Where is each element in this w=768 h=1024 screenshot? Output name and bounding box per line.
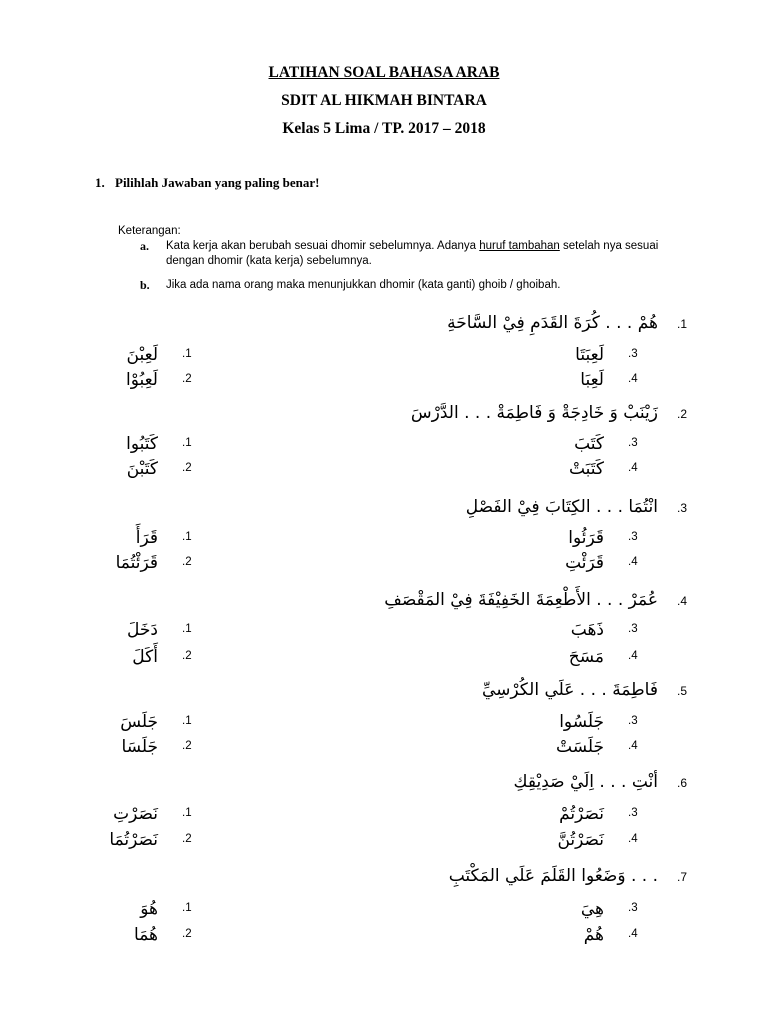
option-number: .1 [182,623,192,635]
option-text: نَصَرْتِ [113,804,158,824]
option[interactable] [0,830,768,854]
option-text: كَتَبَتْ [568,459,604,479]
question-number: .6 [677,776,688,790]
option-text: قَرَئُوا [568,528,604,548]
option-number: .1 [182,437,192,449]
option-text: هُمْ [583,925,604,945]
question-text: فَاطِمَةَ . . . عَلَي الكُرْسِيِّ [481,680,658,700]
keterangan-a-label: a. [140,239,149,253]
option-number: .3 [628,437,638,449]
document-title: LATIHAN SOAL BAHASA ARAB [268,64,500,81]
option-number: .1 [182,531,192,543]
option[interactable] [0,737,768,761]
option-number: .3 [628,902,638,914]
option[interactable] [0,459,768,483]
instruction-number: 1. [95,175,105,190]
option-text: كَتَبُوا [126,434,158,454]
question-number: .3 [677,501,688,515]
option[interactable] [0,528,768,552]
question-text: انْتُمَا . . . الكِتَابَ فِيْ الفَصْلِ [465,497,658,517]
question-6 [0,772,768,802]
option-number: .4 [628,556,638,568]
option-number: .4 [628,650,638,662]
question-number: .4 [677,594,688,608]
option-text: لَعِبَا [580,370,604,390]
option-number: .2 [182,462,192,474]
class-year: Kelas 5 Lima / TP. 2017 – 2018 [282,120,486,137]
option-number: .1 [182,807,192,819]
option-text: نَصَرْتُمْ [559,804,604,824]
option-text: جَلَسَتْ [556,737,604,757]
option[interactable] [0,712,768,736]
underlined-phrase: huruf tambahan [479,240,560,252]
question-1 [0,313,768,343]
option-text: أَكَلَ [132,647,158,667]
option-text: هُوَ [140,899,158,919]
option-number: .4 [628,373,638,385]
option[interactable] [0,647,768,671]
option-number: .2 [182,650,192,662]
option-number: .4 [628,462,638,474]
question-number: .1 [677,317,688,331]
option-number: .3 [628,807,638,819]
option[interactable] [0,620,768,644]
option-text: مَسَحَ [568,647,604,667]
question-text: أنْتِ . . . اِلَيْ صَدِيْقِكِ [513,772,658,792]
option-text: هِيَ [580,899,604,919]
option-text: لَعِبُوْا [125,370,158,390]
option-number: .1 [182,348,192,360]
keterangan-b-label: b. [140,278,150,292]
option[interactable] [0,434,768,458]
option-text: لَعِبَتَا [575,345,604,365]
keterangan-item-b [140,278,680,293]
option[interactable] [0,370,768,394]
option[interactable] [0,345,768,369]
option-number: .3 [628,715,638,727]
question-text: هُمْ . . . كُرَةَ القَدَمِ فِيْ السَّاحَةِ [447,313,658,333]
option-text: جَلَسُوا [559,712,604,732]
question-text: عُمَرْ . . . الأَطْعِمَةَ الخَفِيْفَةَ فِيْ المَقْصَفِ [384,590,658,610]
option-number: .4 [628,833,638,845]
option[interactable] [0,553,768,577]
option-number: .2 [182,556,192,568]
question-text: . . . وَضَعُوا القَلَمَ عَلَي المَكْتَبِ [448,866,658,886]
option-text: قَرَئْتِ [565,553,604,573]
option-text: جَلَسَا [121,737,158,757]
question-number: .7 [677,870,688,884]
question-3 [0,497,768,527]
keterangan-a-text: Kata kerja akan berubah sesuai dhomir sebelumnya. Adanya huruf tambahan setelah nya sesuai dengan dhomir (kata kerja) sebelumnya. [166,240,659,267]
option-text: قَرَأَ [135,528,158,548]
option-number: .2 [182,833,192,845]
instruction [95,175,319,191]
option[interactable] [0,804,768,828]
keterangan-item-a [140,239,680,269]
option-text: هُمَا [134,925,158,945]
option-number: .1 [182,902,192,914]
option[interactable] [0,925,768,949]
option-text: نَصَرْتُنَّ [557,830,604,850]
option-number: .2 [182,373,192,385]
school-name: SDIT AL HIKMAH BINTARA [281,92,487,109]
option-number: .3 [628,348,638,360]
option-text: ذَهَبَ [570,620,604,640]
option-text: كَتَبَ [574,434,604,454]
instruction-text: Pilihlah Jawaban yang paling benar! [115,175,320,190]
option-number: .2 [182,928,192,940]
keterangan-b-text: Jika ada nama orang maka menunjukkan dhomir (kata ganti) ghoib / ghoibah. [166,279,561,291]
option-text: لَعِبْنَ [126,345,158,365]
question-2 [0,403,768,433]
question-5 [0,680,768,710]
option-number: .3 [628,623,638,635]
question-7 [0,866,768,896]
question-number: .5 [677,684,688,698]
option[interactable] [0,899,768,923]
option-number: .2 [182,740,192,752]
option-text: جَلَسَ [120,712,158,732]
option-number: .4 [628,740,638,752]
option-number: .4 [628,928,638,940]
option-text: قَرَئْتُمَا [115,553,158,573]
option-text: كَتَبْنَ [126,459,158,479]
option-text: نَصَرْتُمَا [109,830,158,850]
option-number: .3 [628,531,638,543]
option-text: دَخَلَ [127,620,158,640]
keterangan-title: Keterangan: [118,225,181,237]
question-4 [0,590,768,620]
question-text: زَيْنَبْ وَ خَادِجَةْ وَ فَاطِمَةْ . . . الدَّرْسَ [410,403,658,423]
question-number: .2 [677,407,688,421]
option-number: .1 [182,715,192,727]
